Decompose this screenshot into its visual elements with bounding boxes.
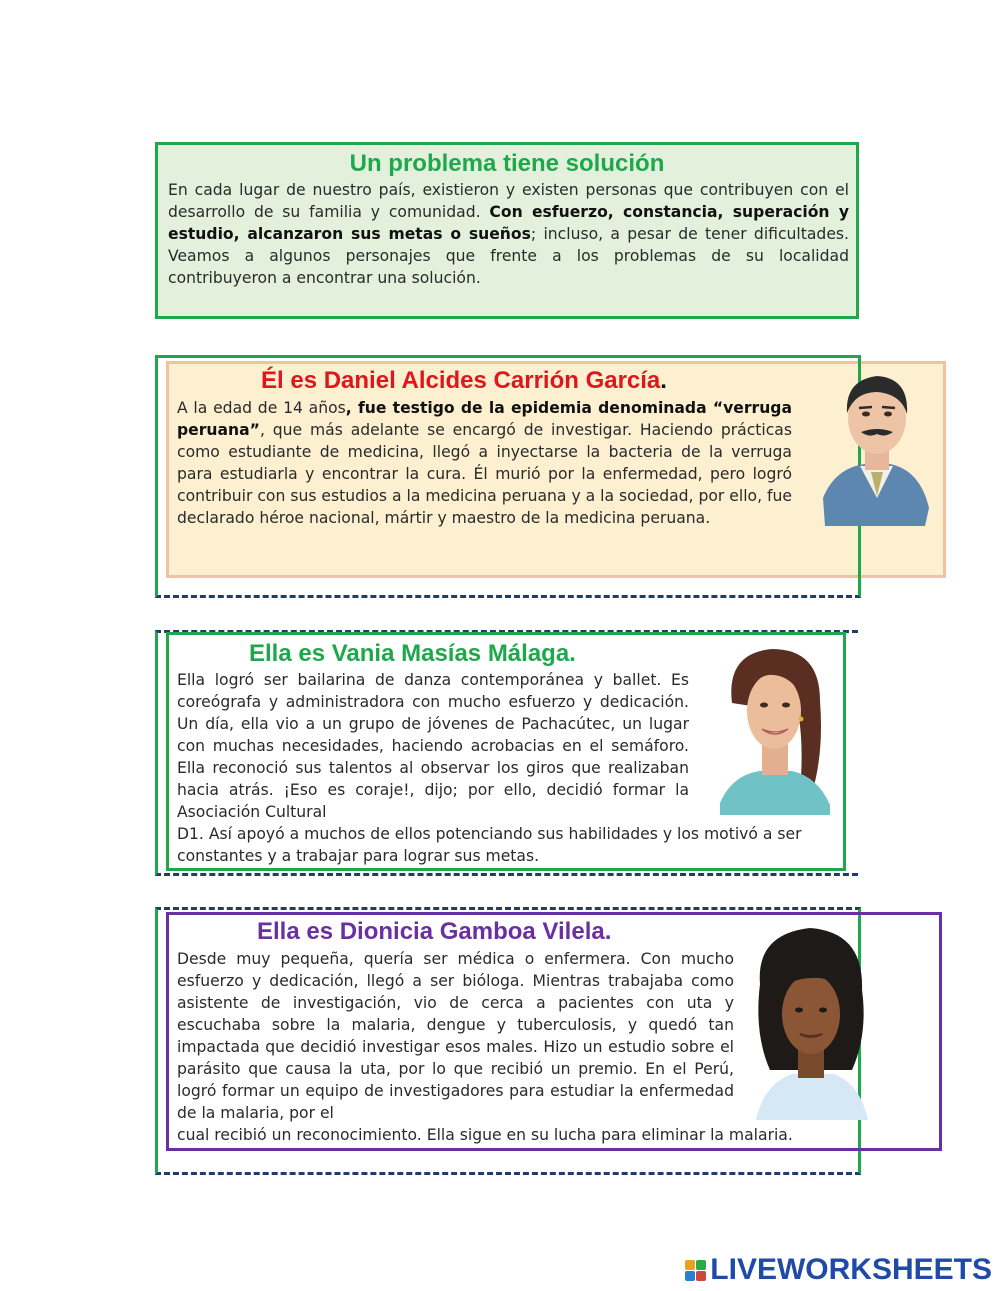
- liveworksheets-logo: [685, 1253, 992, 1287]
- carrion-text-1: A la edad de 14 años: [177, 399, 346, 417]
- intro-title: Un problema tiene solución: [349, 150, 665, 177]
- gamboa-portrait: [752, 924, 870, 1122]
- intro-card: [155, 142, 859, 319]
- logo-cube-icon: [685, 1260, 706, 1281]
- gamboa-paragraph-b: cual recibió un reconocimiento. Ella sigue en su lucha para eliminar la malaria.: [177, 1126, 793, 1144]
- carrion-text-2: , que más adelante se encargó de investigar. Haciendo prácticas como estudiante de medicina, llegó a inyectarse la bacteria de la verruga para estudiarla y encontrar la cura. Él murió por la enfermedad, pero logró contribuir con sus estudios a la medicina peruana y a la sociedad, por ello, fue declarado héroe nacional, mártir y maestro de la medicina peruana.: [177, 421, 792, 527]
- carrion-title: [261, 366, 667, 396]
- intro-paragraph: [168, 179, 849, 289]
- carrion-title-text: Él es Daniel Alcides Carrión García: [261, 367, 661, 394]
- carrion-paragraph: [177, 397, 792, 529]
- masias-paragraph-b: D1. Así apoyó a muchos de ellos potenciando sus habilidades y los motivó a ser constantes y a trabajar para lograr sus metas.: [177, 825, 802, 865]
- masias-paragraph-a: Ella logró ser bailarina de danza contemporánea y ballet. Es coreógrafa y administradora con mucho esfuerzo y dedicación. Un día, ella vio a un grupo de jóvenes de Pachacútec, un lugar con muchas necesidades, haciendo acrobacias en el semáforo. Ella reconoció sus talentos al observar los giros que realizaban hacia atrás. ¡Eso es coraje!, dijo; por ello, decidió formar la Asociación Cultural: [177, 671, 689, 821]
- carrion-title-dot: .: [660, 367, 667, 394]
- gamboa-paragraph-a: Desde muy pequeña, quería ser médica o enfermera. Con mucho esfuerzo y dedicación, llegó a ser bióloga. Mientras trabajaba como asistente de investigación, vio de cerca a pacientes con uta y escuchaba sobre la malaria, dengue y tuberculosis, y quedó tan impactada que decidió investigar esos males. Hizo un estudio sobre el parásito que causa la uta, por lo que recibió un premio. En el Perú, logró formar un equipo de investigadores para estudiar la enfermedad de la malaria, por el: [177, 950, 734, 1122]
- gamboa-title: Ella es Dionicia Gamboa Vilela.: [257, 918, 612, 945]
- intro-text-1: En cada lugar de nuestro país, existieron y existen personas que contribuyen con el desarrollo de su familia y comunidad.: [168, 181, 849, 221]
- carrion-text-bold: , fue testigo de la epidemia denominada “verruga peruana”: [177, 399, 792, 439]
- intro-text-2: ; incluso, a pesar de tener dificultades. Veamos a algunos personajes que frente a los problemas de su localidad contribuyeron a encontrar una solución.: [168, 225, 850, 287]
- logo-wordmark: LIVEWORKSHEETS: [710, 1253, 992, 1286]
- carrion-portrait: [815, 368, 935, 528]
- masias-title: Ella es Vania Masías Málaga.: [249, 640, 576, 667]
- intro-text-bold: Con esfuerzo, constancia, superación y estudio, alcanzaron sus metas o sueños: [168, 203, 849, 243]
- masias-portrait: [712, 643, 838, 815]
